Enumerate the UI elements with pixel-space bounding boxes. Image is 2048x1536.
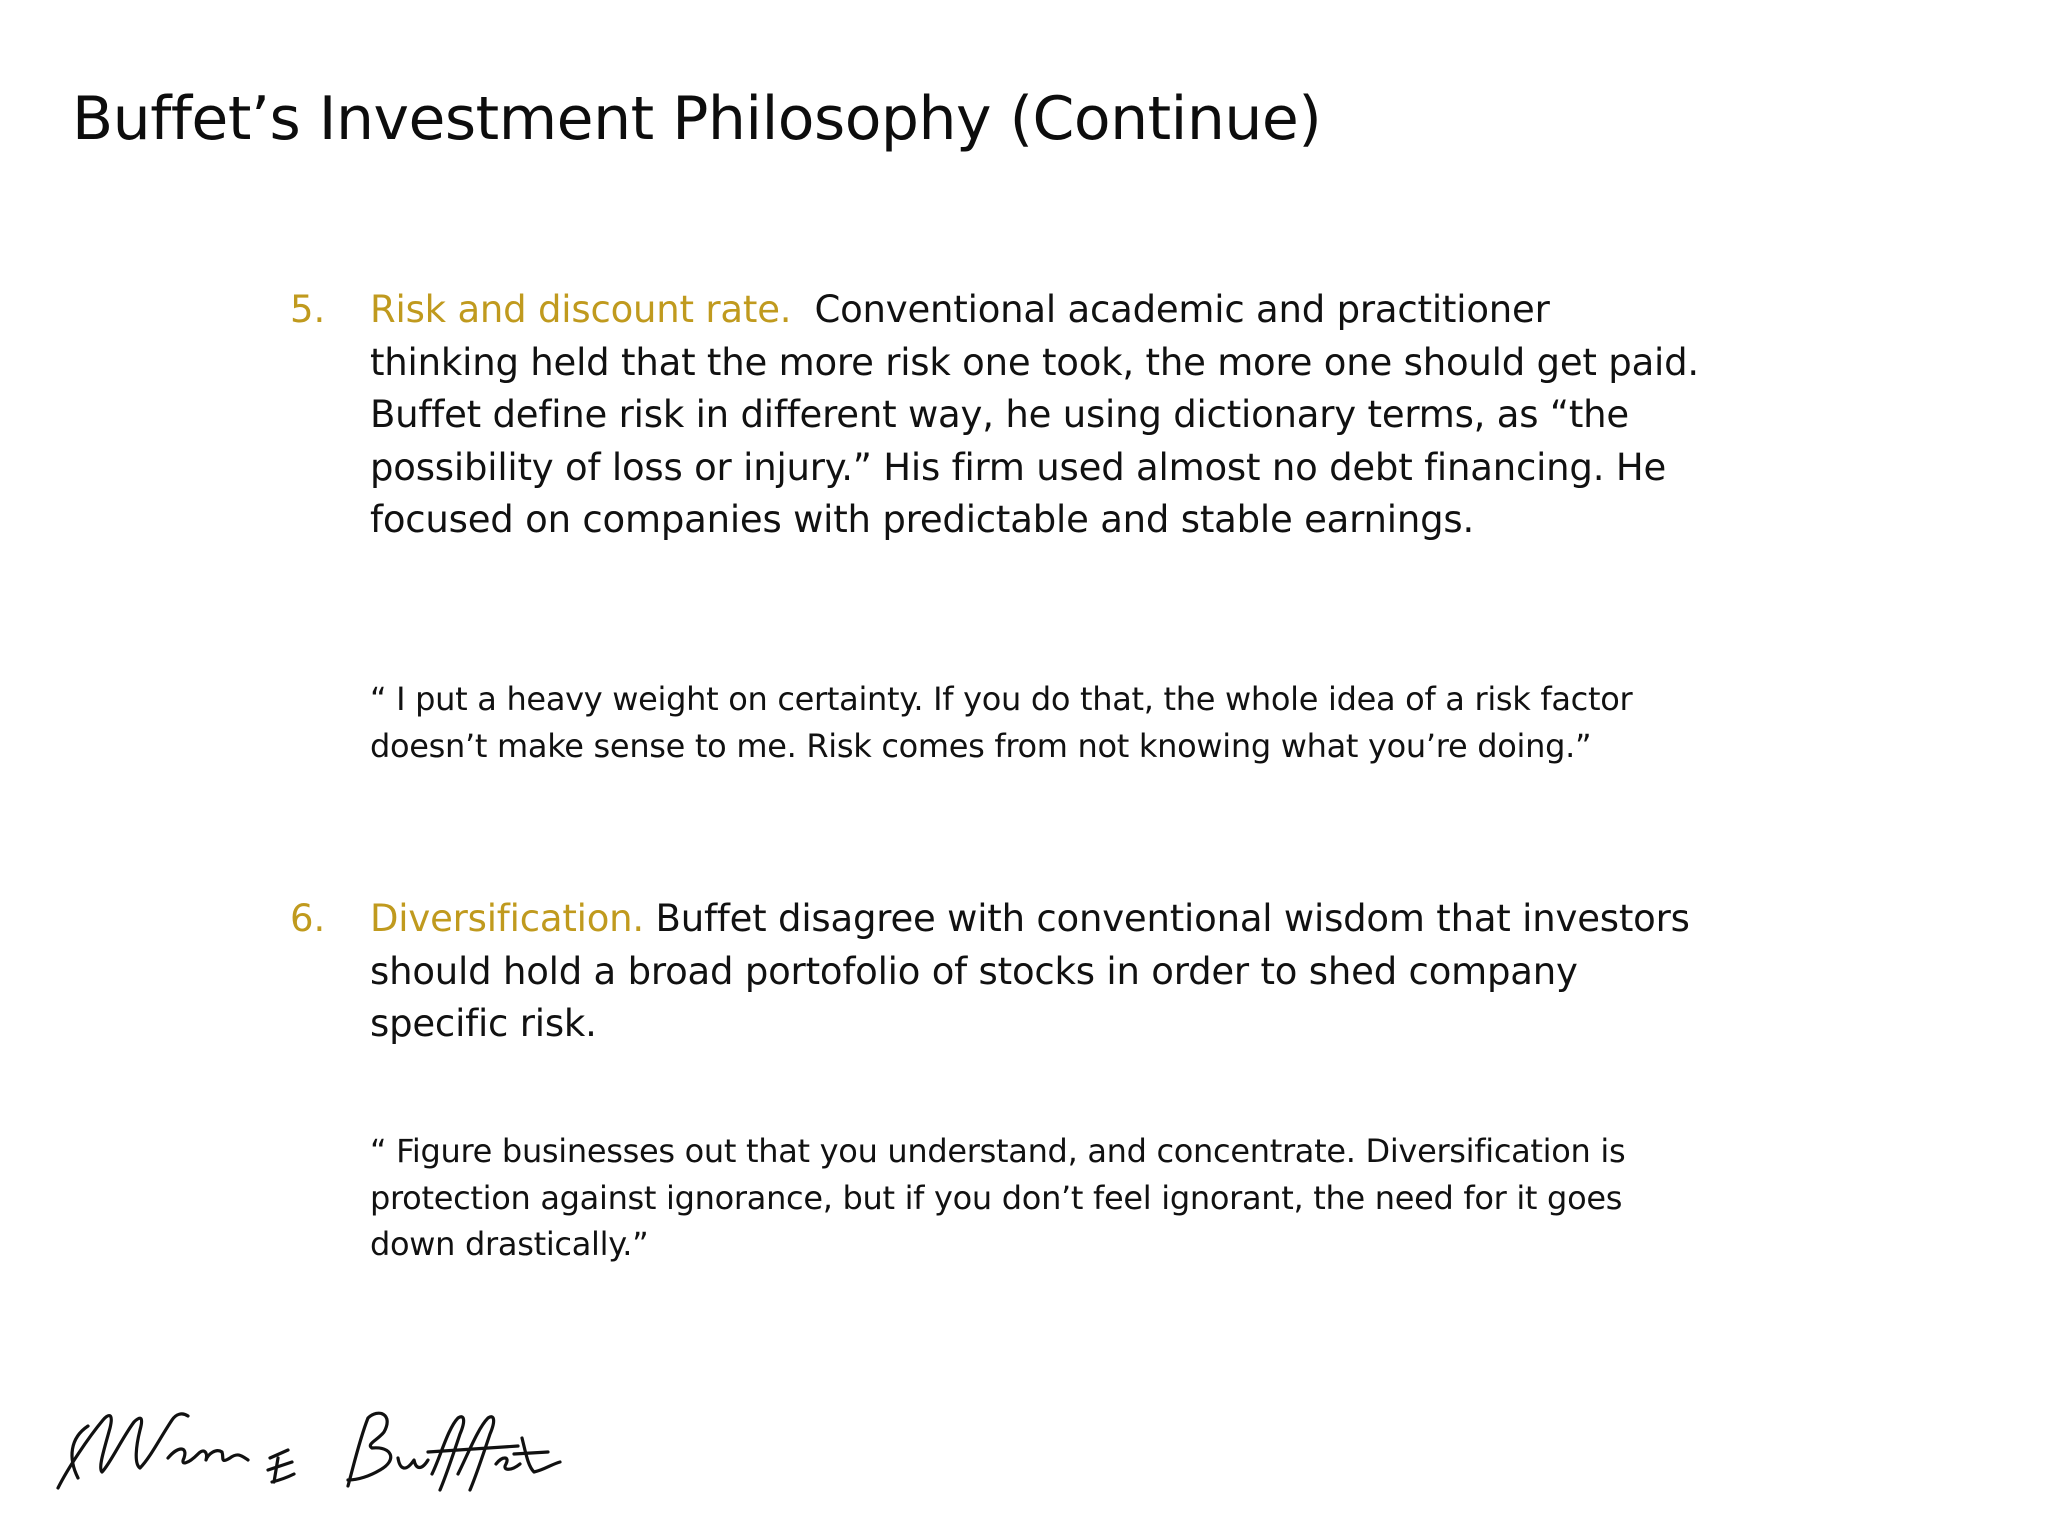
list-item-body: Buffet disagree with conventional wisdom that investors should hold a broad portofolio of stocks in order to shed company specific risk. — [370, 897, 1690, 1045]
page-title: Buffet’s Investment Philosophy (Continue) — [72, 84, 1322, 154]
list-item-text — [370, 284, 1700, 547]
list-item-heading: Risk and discount rate. — [370, 288, 792, 331]
list-item-body: Conventional academic and practitioner thinking held that the more risk one took, the more one should get paid. Buffet define risk in different way, he using dictionary terms, as “the possibility of loss or injury.” His firm used almost no debt financing. He focused on companies with predictable and stable earnings. — [370, 288, 1699, 541]
buffett-quote-certainty: “ I put a heavy weight on certainty. If you do that, the whole idea of a risk factor doesn’t make sense to me. Risk comes from not knowing what you’re doing.” — [370, 680, 1633, 765]
list-item-number: 5. — [290, 288, 326, 331]
list-item-heading: Diversification. — [370, 897, 644, 940]
signature-icon — [48, 1398, 568, 1502]
list-item-text — [370, 893, 1700, 1051]
list-item-number: 6. — [290, 897, 326, 940]
buffett-quote-diversification: “ Figure businesses out that you understand, and concentrate. Diversification is protection against ignorance, but if you don’t feel ignorant, the need for it goes down drastically.” — [370, 1132, 1626, 1263]
